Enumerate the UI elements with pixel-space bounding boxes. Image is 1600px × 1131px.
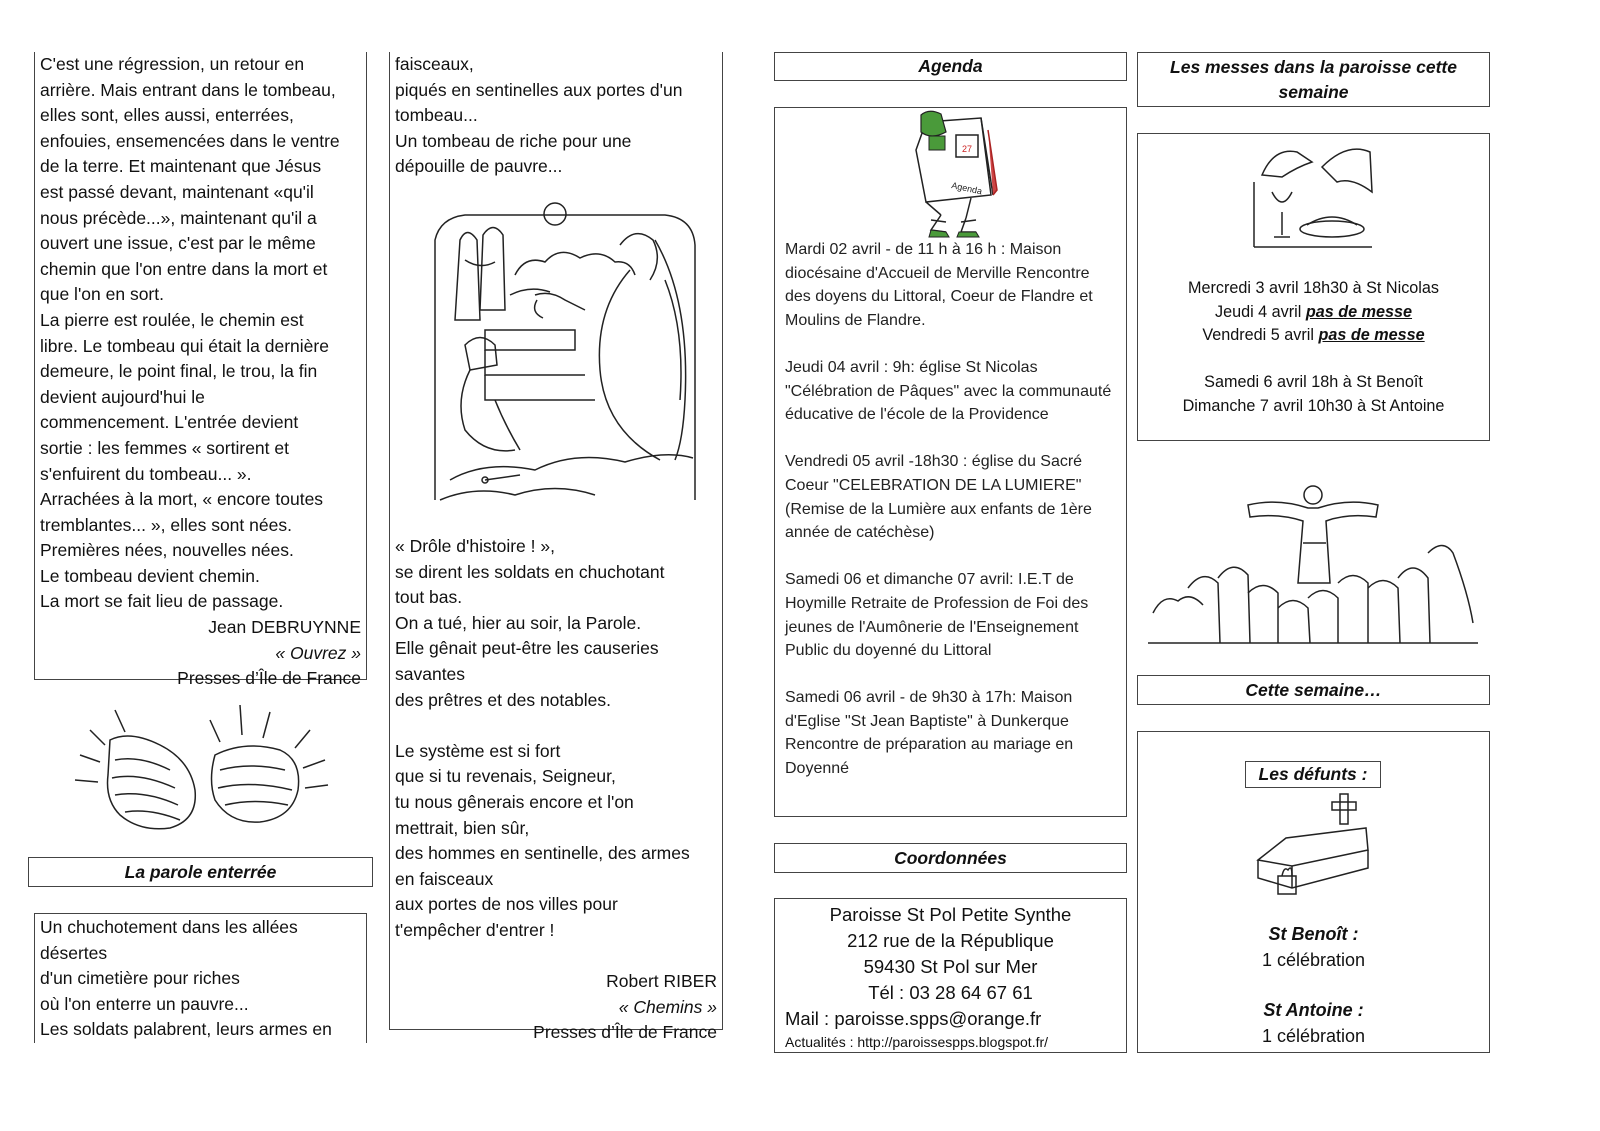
poem3-bottom-text [395,534,717,944]
mass-thursday-note: pas de messe [1305,302,1413,321]
poem-line: commencement. L'entrée devient [40,412,299,433]
poem2-box [34,913,367,1043]
parish-name: Paroisse St Pol Petite Synthe [829,904,1072,925]
poem-line: que l'on en sort. [40,284,164,305]
poem-line: tombeau... [395,105,478,126]
poem-line: piqués en sentinelles aux portes d'un [395,79,683,100]
poem3-author: Robert RIBER [606,971,717,992]
section-title-parole: La parole enterrée [28,857,373,887]
poem-line: Le système est si fort [395,740,561,761]
defunt-count-2: 1 célébration [1261,1025,1366,1046]
poem-line: que si tu revenais, Seigneur, [395,766,616,787]
poem-line: de la terre. Et maintenant que Jésus [40,156,322,177]
poem-line: Un tombeau de riche pour une [395,130,632,151]
parish-street: 212 rue de la République [847,930,1054,951]
poem-line: Les soldats palabrent, leurs armes en [40,1019,332,1040]
defunts-label-box: Les défunts : [1245,761,1381,788]
mass-wednesday: Mercredi 3 avril 18h30 à St Nicolas [1187,279,1440,297]
poem-line: demeure, le point final, le trou, la fin [40,361,318,382]
poem-line: Un chuchotement dans les allées [40,917,298,937]
poem-line: Le tombeau devient chemin. [40,565,260,586]
poem-line: savantes [395,663,466,684]
poem-line: nous précède...», maintenant qu'il a [40,207,317,228]
poem-line: libre. Le tombeau qui était la dernière [40,335,329,356]
poem-line: se dirent les soldats en chuchotant [395,561,665,582]
poem-line: faisceaux, [395,54,474,74]
semaine-box [1137,731,1490,1053]
poem-line [395,713,717,739]
poem-line: On a tué, hier au soir, la Parole. [395,612,642,633]
parish-tel: Tél : 03 28 64 67 61 [868,982,1033,1003]
poem-line: chemin que l'on entre dans la mort et [40,258,328,279]
poem-line: où l'on enterre un pauvre... [40,993,249,1014]
agenda-icon-label: Agenda [950,180,983,197]
mass-sunday: Dimanche 7 avril 10h30 à St Antoine [1182,396,1445,415]
coordonnees-box [774,898,1127,1053]
messes-box [1137,133,1490,441]
poem-line: C'est une régression, un retour en [40,54,305,74]
agenda-entry: Vendredi 05 avril -18h30 : église du Sacré Coeur "CELEBRATION DE LA LUMIERE" (Remise de la Lumière aux enfants de 1ère année de catéchèse) [785,453,1092,542]
semaine-title: Cette semaine… [1137,675,1490,705]
poem-line: devient aujourd'hui le [40,386,205,407]
defunt-count-1: 1 célébration [1261,949,1366,970]
poem-line: Premières nées, nouvelles nées. [40,540,294,561]
poem3-publisher: Presses d’Île de France [533,1022,717,1043]
poem-line: s'enfuirent du tombeau... ». [40,463,252,484]
agenda-entries [785,238,1116,781]
parish-news-link[interactable]: Actualités : http://paroissespps.blogspot.fr/ [785,1034,1049,1050]
parish-mail: Mail : paroisse.spps@orange.fr [785,1008,1042,1029]
parish-city: 59430 St Pol sur Mer [863,956,1038,977]
poem-line: des hommes en sentinelle, des armes [395,843,690,864]
poem-line: Elle gênait peut-être les causeries [395,638,659,659]
eucharist-icon [1252,137,1376,249]
agenda-character-icon [901,110,1001,238]
agenda-entry: Samedi 06 avril - de 9h30 à 17h: Maison d'Eglise "St Jean Baptiste" à Dunkerque Rencontre de préparation au mariage en Doyenné [785,689,1074,778]
poem1-box [34,52,367,689]
poem-line: désertes [40,942,108,963]
agenda-entry: Samedi 06 et dimanche 07 avril: I.E.T de Hoymille Retraite de Profession de Foi des jeunes de l'Aumônerie de l'Enseignement Public du doyenné du Littoral [785,571,1089,660]
poem-line: t'empêcher d'entrer ! [395,919,555,940]
agenda-entry: Jeudi 04 avril : 9h: église St Nicolas "Célébration de Pâques" avec la communauté éducative de l'école de la Providence [785,358,1112,424]
messes-title: Les messes dans la paroisse cette semaine [1137,52,1490,107]
defunt-church-2: St Antoine : [1263,1000,1364,1021]
poem-line: elles sont, elles aussi, enterrées, [40,105,294,126]
agenda-title: Agenda [774,52,1127,81]
poem-line: Arrachées à la mort, « encore toutes [40,489,324,510]
praying-hands-icon [70,700,340,835]
poem1-book: « Ouvrez » [275,642,361,663]
mass-thursday: Jeudi 4 avril pas de messe [1214,302,1413,321]
poem2-text [40,915,361,1043]
agenda-box [774,107,1127,817]
poem-line: tremblantes... », elles sont nées. [40,514,292,535]
poem-line: sortie : les femmes « sortirent et [40,437,289,458]
poem-line: « Drôle d'histoire ! », [395,535,555,556]
poem-line: tout bas. [395,587,463,608]
grave-cross-icon [1256,790,1374,896]
poem-line: tu nous gênerais encore et l'on [395,791,634,812]
poem1-text [40,52,361,615]
defunt-church-1: St Benoît : [1268,924,1359,944]
poem3-book: « Chemins » [618,996,717,1017]
poem1-publisher: Presses d’Île de France [177,668,361,689]
poem1-author: Jean DEBRUYNNE [208,617,361,638]
poem-line: des prêtres et des notables. [395,689,611,710]
poem-line: dépouille de pauvre... [395,156,563,177]
poem-line: en faisceaux [395,868,494,889]
poem-line: aux portes de nos villes pour [395,894,618,915]
agenda-entry: Mardi 02 avril - de 11 h à 16 h : Maison diocésaine d'Accueil de Merville Rencontre des doyens du Littoral, Coeur de Flandre et Moulins de Flandre. [785,241,1093,329]
poem-line: est passé devant, maintenant «qu'il [40,181,314,202]
poem-line: La pierre est roulée, le chemin est [40,309,304,330]
poem-line: enfouies, ensemencées dans le ventre [40,130,340,151]
poem-line: arrière. Mais entrant dans le tombeau, [40,79,336,100]
mass-friday: Vendredi 5 avril pas de messe [1202,326,1425,344]
agenda-icon-date: 27 [961,144,972,154]
poem-line: La mort se fait lieu de passage. [40,591,284,612]
poem-line: d'un cimetière pour riches [40,968,240,989]
mass-saturday: Samedi 6 avril 18h à St Benoît [1204,373,1423,391]
poem3-top-text [395,52,717,180]
risen-christ-crowd-icon [1148,483,1478,648]
empty-tomb-angel-icon [425,200,700,510]
poem-line: ouvert une issue, c'est par le même [40,233,316,254]
mass-friday-note: pas de messe [1318,326,1425,344]
poem3-box [389,52,723,1043]
poem-line: mettrait, bien sûr, [395,817,530,838]
coordonnees-title: Coordonnées [774,843,1127,873]
